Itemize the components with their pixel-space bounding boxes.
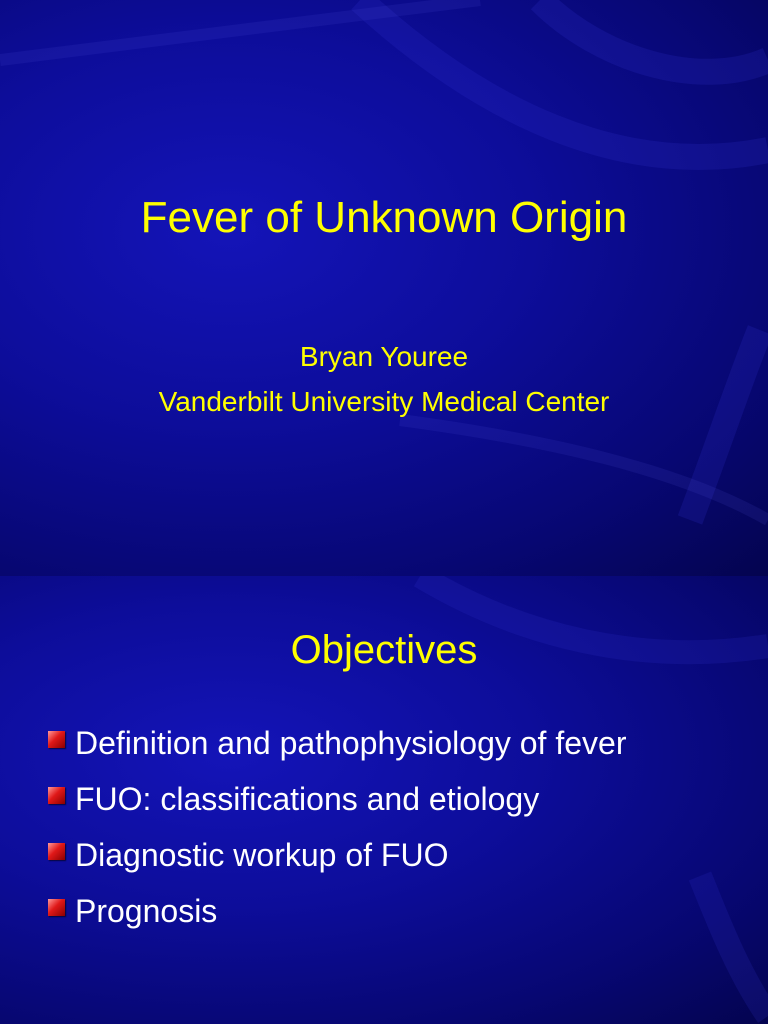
- red-square-bullet-icon: [48, 731, 65, 748]
- list-item-text: FUO: classifications and etiology: [75, 781, 540, 817]
- objectives-slide: [0, 576, 768, 1024]
- objectives-list: [48, 721, 738, 945]
- list-item-text: Definition and pathophysiology of fever: [75, 725, 627, 761]
- slide-title: Objectives: [290, 628, 478, 672]
- red-square-bullet-icon: [48, 843, 65, 860]
- slide-title: Fever of Unknown Origin: [140, 193, 628, 242]
- list-item: [48, 777, 738, 821]
- red-square-bullet-icon: [48, 787, 65, 804]
- list-item: [48, 889, 738, 933]
- list-item-text: Prognosis: [75, 893, 218, 929]
- red-square-bullet-icon: [48, 899, 65, 916]
- author-block: [0, 334, 768, 424]
- list-item: [48, 721, 738, 765]
- list-item-text: Diagnostic workup of FUO: [75, 837, 449, 873]
- author-name: Bryan Youree: [299, 341, 469, 372]
- author-institution: Vanderbilt University Medical Center: [158, 386, 610, 417]
- list-item: [48, 833, 738, 877]
